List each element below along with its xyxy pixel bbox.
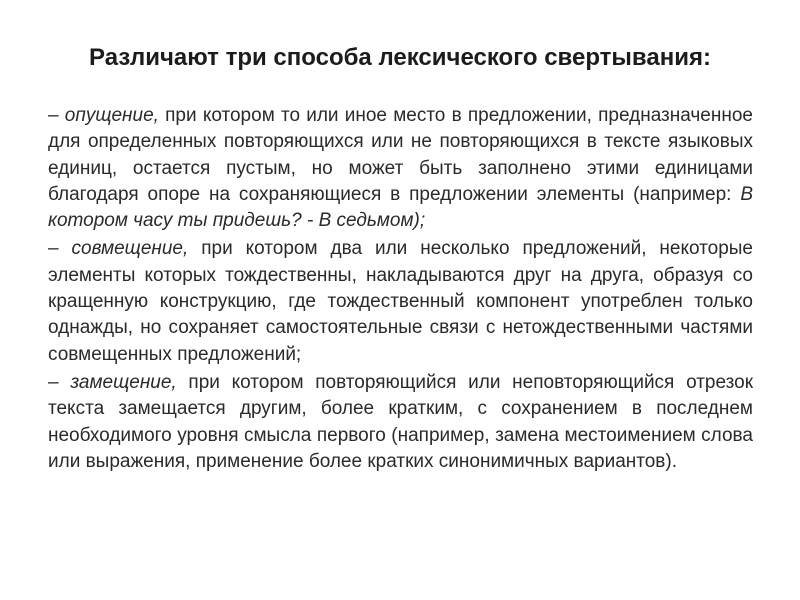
item-term: замещение, <box>70 371 177 393</box>
item-example: В котором часу ты придешь? - В седьмом); <box>48 183 753 232</box>
item-text: при котором два или несколько предложений, некоторые элементы которых тождественны, накладываются друг на друга, образуя со кращенную конструкцию, где тождественный компонент употреблен только однажды, но сохраняет самостоятельные связи с нетождественными частями совмещенных предложений; <box>48 238 753 365</box>
item-dash: – <box>48 105 59 126</box>
item-dash: – <box>48 371 59 393</box>
list-item-omission <box>48 103 753 234</box>
item-term: опущение, <box>64 105 159 126</box>
item-text: при котором то или иное место в предложении, предназначенное для определенных повторяющихся или не повторяющихся в тексте языковых единиц, остается пустым, но может быть заполнено этими единицами благодаря опоре на сохраняющиеся в предложении элементы (например: <box>48 105 753 205</box>
item-term: совмещение, <box>71 238 189 260</box>
slide-title: Различают три способа лексического свертывания: <box>89 44 711 71</box>
list-item-combination <box>48 236 753 367</box>
slide-body <box>48 103 753 475</box>
item-text: при котором повторяющийся или неповторяющийся отрезок текста замещается другим, более кратким, с сохранением в последнем необходимого уровня смысла первого (например, замена местоимением слова или выражения, применение более кратких синонимичных вариантов). <box>48 371 754 472</box>
list-item-substitution <box>48 370 753 475</box>
item-dash: – <box>48 238 59 260</box>
